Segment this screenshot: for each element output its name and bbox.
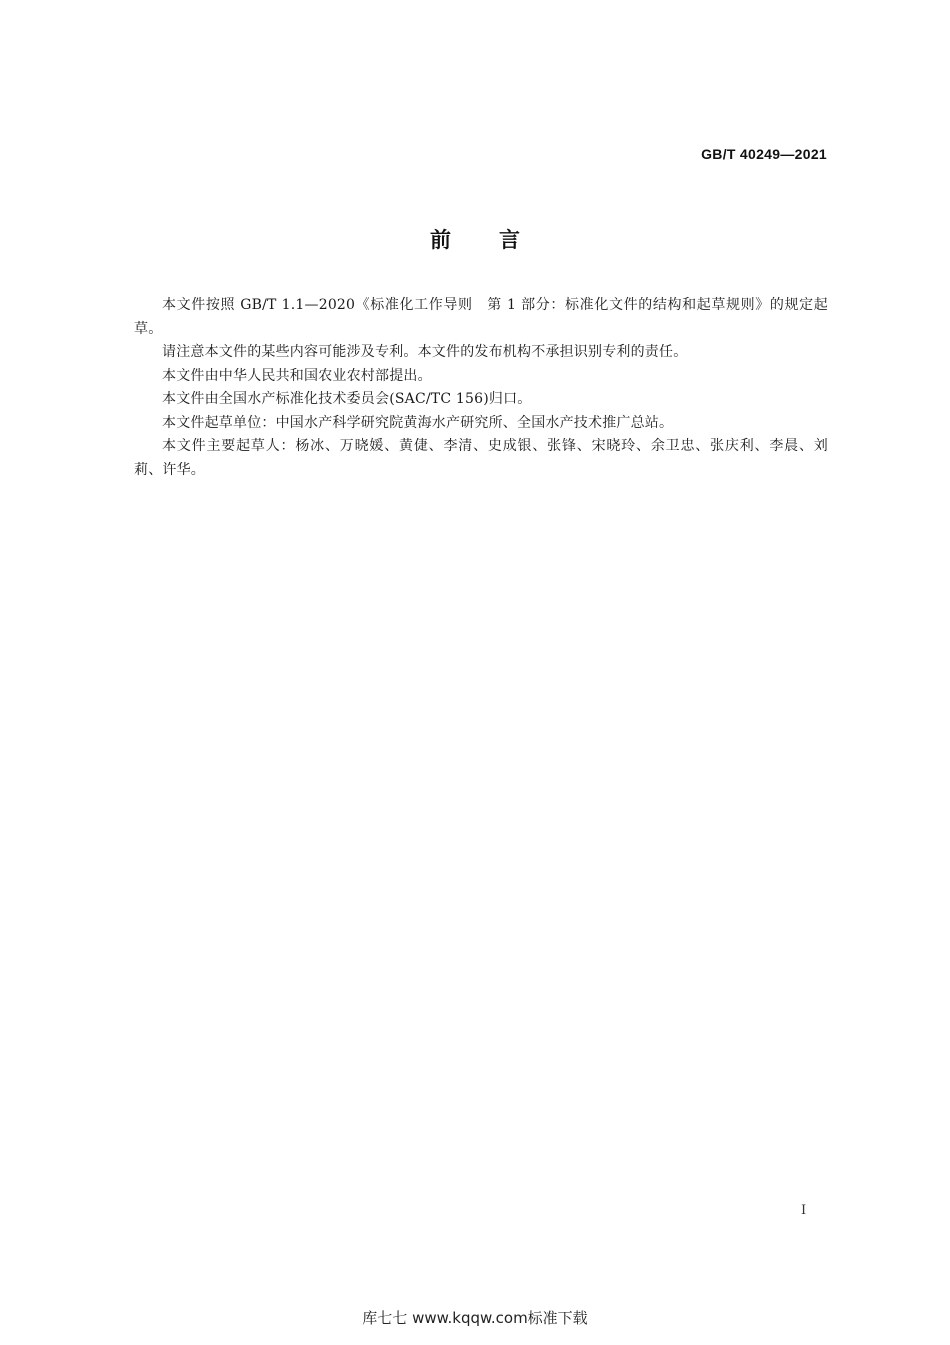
title-char-2: 言	[499, 228, 520, 252]
paragraph: 本文件按照 GB/T 1.1—2020《标准化工作导则 第 1 部分：标准化文件的结构和起草规则》的规定起草。	[134, 297, 828, 337]
page-title	[0, 224, 950, 254]
paragraph: 本文件主要起草人：杨冰、万晓媛、黄倢、李清、史成银、张锋、宋晓玲、余卫忠、张庆利、李晨、刘莉、许华。	[134, 438, 828, 478]
paragraph: 请注意本文件的某些内容可能涉及专利。本文件的发布机构不承担识别专利的责任。	[162, 344, 688, 360]
title-char-1: 前	[430, 228, 451, 252]
paragraph: 本文件由全国水产标准化技术委员会(SAC/TC 156)归口。	[162, 391, 532, 407]
paragraph: 本文件由中华人民共和国农业农村部提出。	[162, 367, 432, 384]
footer-watermark: 库七七 www.kqqw.com标准下载	[362, 1309, 588, 1327]
page-number: I	[801, 1203, 807, 1218]
paragraph: 本文件起草单位：中国水产科学研究院黄海水产研究所、全国水产技术推广总站。	[162, 414, 674, 431]
foreword-body	[134, 294, 828, 482]
standard-code: GB/T 40249—2021	[701, 146, 827, 162]
